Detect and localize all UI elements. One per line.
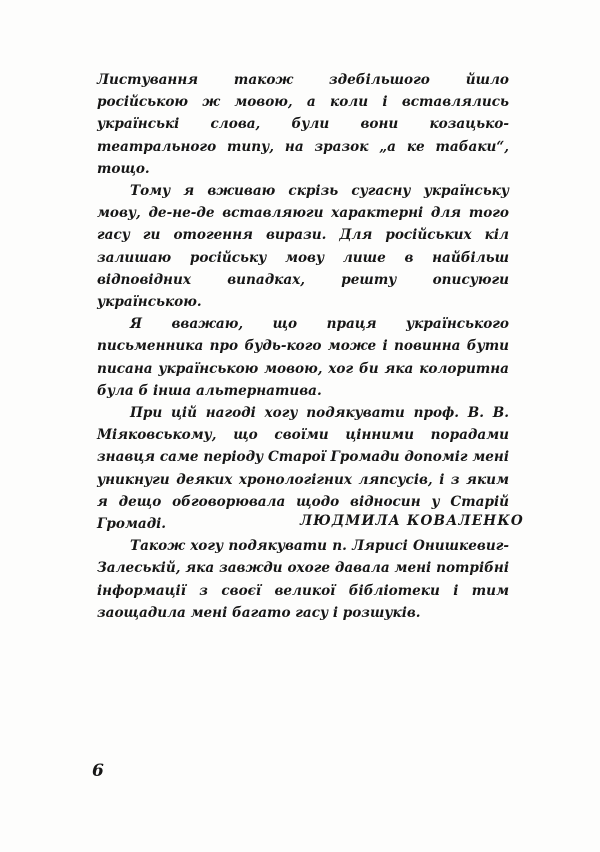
- paragraph-3: Я вважаю, що праця українського письменника про будь-кого може і повинна бути писана українською мовою, хог би яка колоритна була б інша альтернатива.: [97, 316, 509, 399]
- page-number: 6: [92, 761, 104, 781]
- paragraph-4: При цій нагоді хогу подякувати проф. В. В. Міяковському, що своїми цінними порадами знавця саме періоду Старої Громади допоміг мені уникнуги деяких хронологігних ляпсусів, і з яким я дещо обговорювала щодо відносин у Старій Громаді.: [97, 405, 509, 533]
- body-text: [97, 69, 509, 624]
- paragraph-2: Тому я вживаю скрізь сугасну українську мову, де-не-де вставляюги характерні для того гасу ги отогення вирази. Для російських кіл залишаю російську мову лише в найбільш відповідних випадках, решту описуюги українською.: [97, 183, 509, 311]
- paragraph-5: Також хогу подякувати п. Лярисі Онишкевиг-Залеській, яка завжди охоге давала мені потрібні інформації з своєї великої бібліотеки і тим заощадила мені багато гасу і розшуків.: [97, 538, 509, 621]
- author-signature: ЛЮДМИЛА КОВАЛЕНКО: [300, 513, 524, 529]
- paragraph-1: Листування також здебільшого йшло російською ж мовою, а коли і вставлялись українські слова, були вони козацько-театрального типу, на зразок „а ке табаки“, тощо.: [97, 72, 509, 177]
